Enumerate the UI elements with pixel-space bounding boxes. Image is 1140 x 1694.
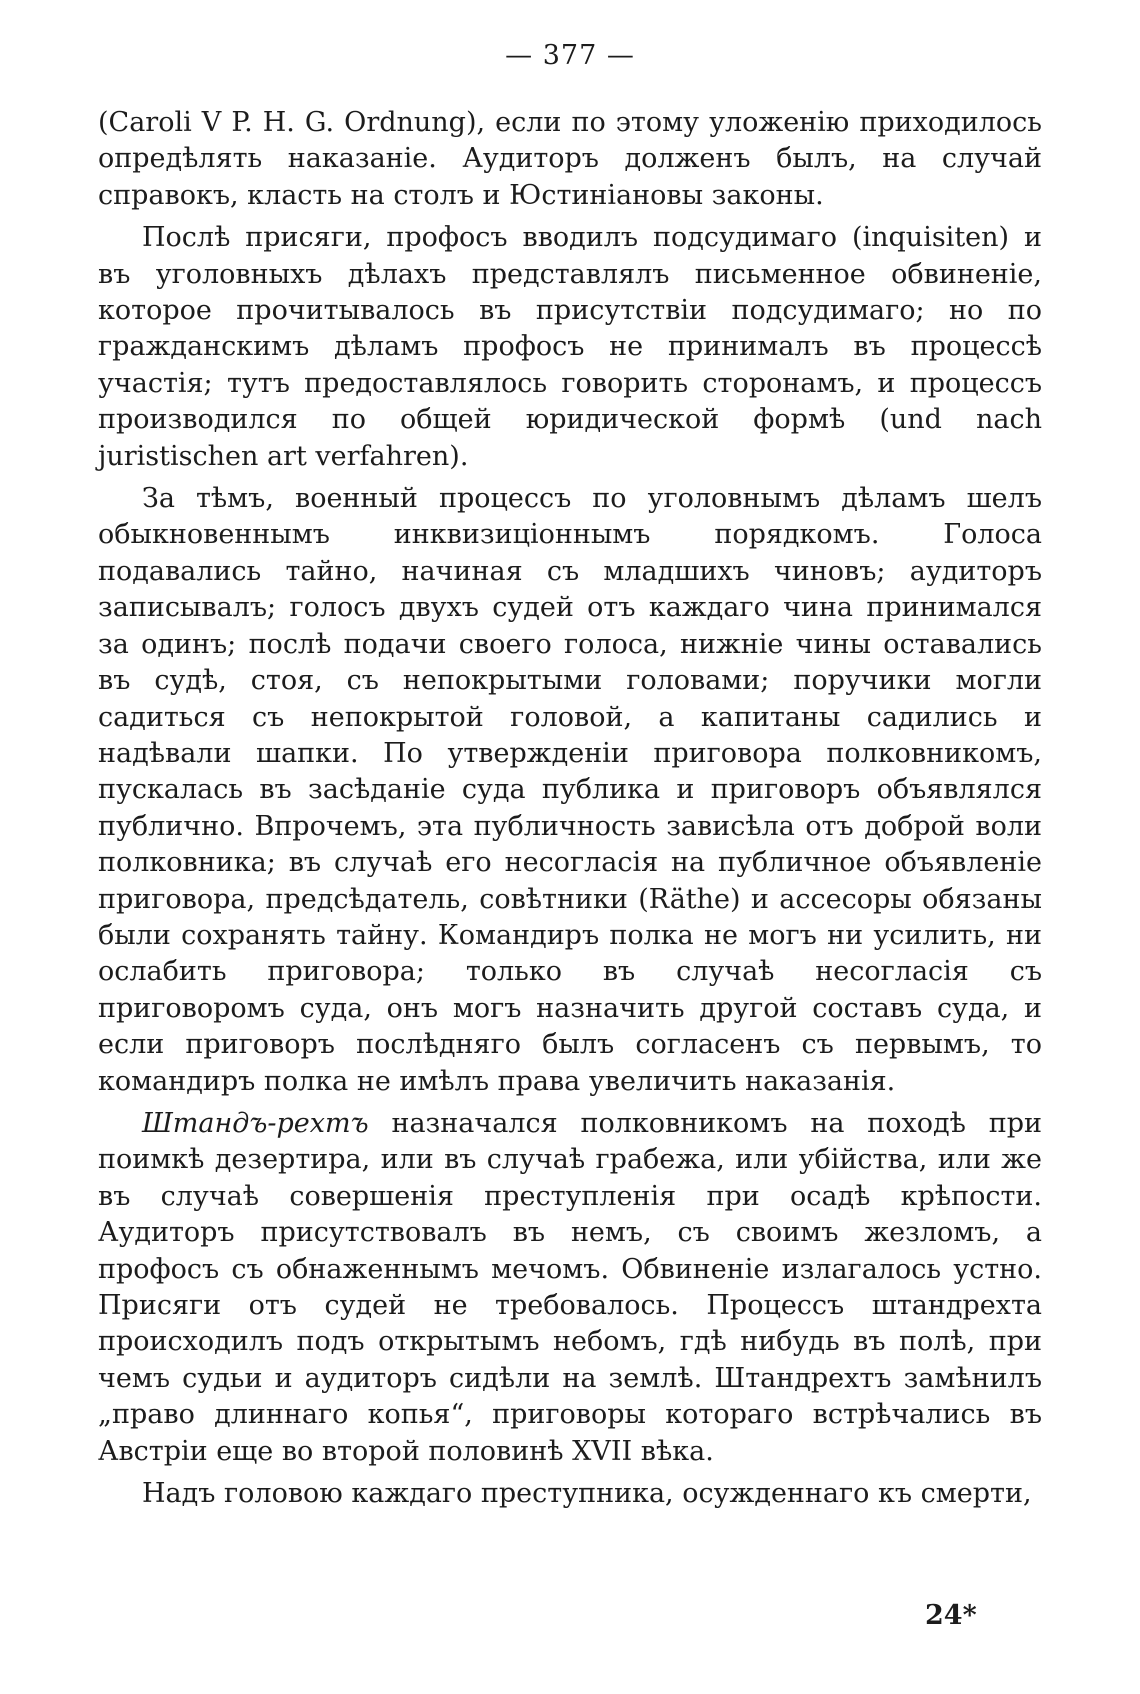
paragraph-2: Послѣ присяги, профосъ вводилъ подсудимаго (inquisiten) и въ уголовныхъ дѣлахъ представлялъ письменное обвиненіе, которое прочитывалось въ присутствіи подсудимаго; но по гражданскимъ дѣламъ профосъ не принималъ въ процессѣ участія; тутъ предоставлялось говорить сторонамъ, и процессъ производился по общей юридической формѣ (und nach juristischen art verfahren).	[98, 222, 1042, 472]
paragraph-3: За тѣмъ, военный процессъ по уголовнымъ дѣламъ шелъ обыкновеннымъ инквизиціоннымъ порядкомъ. Голоса подавались тайно, начиная съ младшихъ чиновъ; аудиторъ записывалъ; голосъ двухъ судей отъ каждаго чина принимался за одинъ; послѣ подачи своего голоса, нижніе чины оставались въ судѣ, стоя, съ непокрытыми головами; поручики могли садиться съ непокрытой головой, а капитаны садились и надѣвали шапки. По утвержденіи приговора полковникомъ, пускалась въ засѣданіе суда публика и приговоръ объявлялся публично. Впрочемъ, эта публичность зависѣла отъ доброй воли полковника; въ случаѣ его несогласія на публичное объявленіе приговора, предсѣдатель, совѣтники (Räthe) и ассесоры обязаны были сохранять тайну. Командиръ полка не могъ ни усилить, ни ослабить приговора; только въ случаѣ несогласія съ приговоромъ суда, онъ могъ назначить другой составъ суда, и если приговоръ послѣдняго былъ согласенъ съ первымъ, то командиръ полка не имѣлъ права увеличить наказанія.	[98, 483, 1042, 1097]
signature-mark: 24*	[925, 1600, 977, 1631]
paragraph-4	[98, 1106, 1042, 1470]
main-text	[98, 105, 1042, 1512]
paragraph-1: (Caroli V P. H. G. Ordnung), если по этому уложенію приходилось опредѣлять наказаніе. Аудиторъ долженъ былъ, на случай справокъ, класть на столъ и Юстиніановы законы.	[98, 107, 1042, 211]
paragraph-4-text: назначался полковникомъ на походѣ при поимкѣ дезертира, или въ случаѣ грабежа, или убійства, или же въ случаѣ совершенія преступленія при осадѣ крѣпости. Аудиторъ присутствовалъ въ немъ, съ своимъ жезломъ, а профосъ съ обнаженнымъ мечомъ. Обвиненіе излагалось устно. Присяги отъ судей не требовалось. Процессъ штандрехта происходилъ подъ открытымъ небомъ, гдѣ нибудь въ полѣ, при чемъ судьи и аудиторъ сидѣли на землѣ. Штандрехтъ замѣнилъ „право длиннаго копья“, приговоры котораго встрѣчались въ Австріи еще во второй половинѣ XVII вѣка.	[98, 1107, 1042, 1467]
page-number: — 377 —	[505, 40, 635, 71]
paragraph-4-lead-term: Штандъ-рехтъ	[142, 1107, 369, 1139]
paragraph-5: Надъ головою каждаго преступника, осужденнаго къ смерти,	[142, 1478, 1032, 1510]
